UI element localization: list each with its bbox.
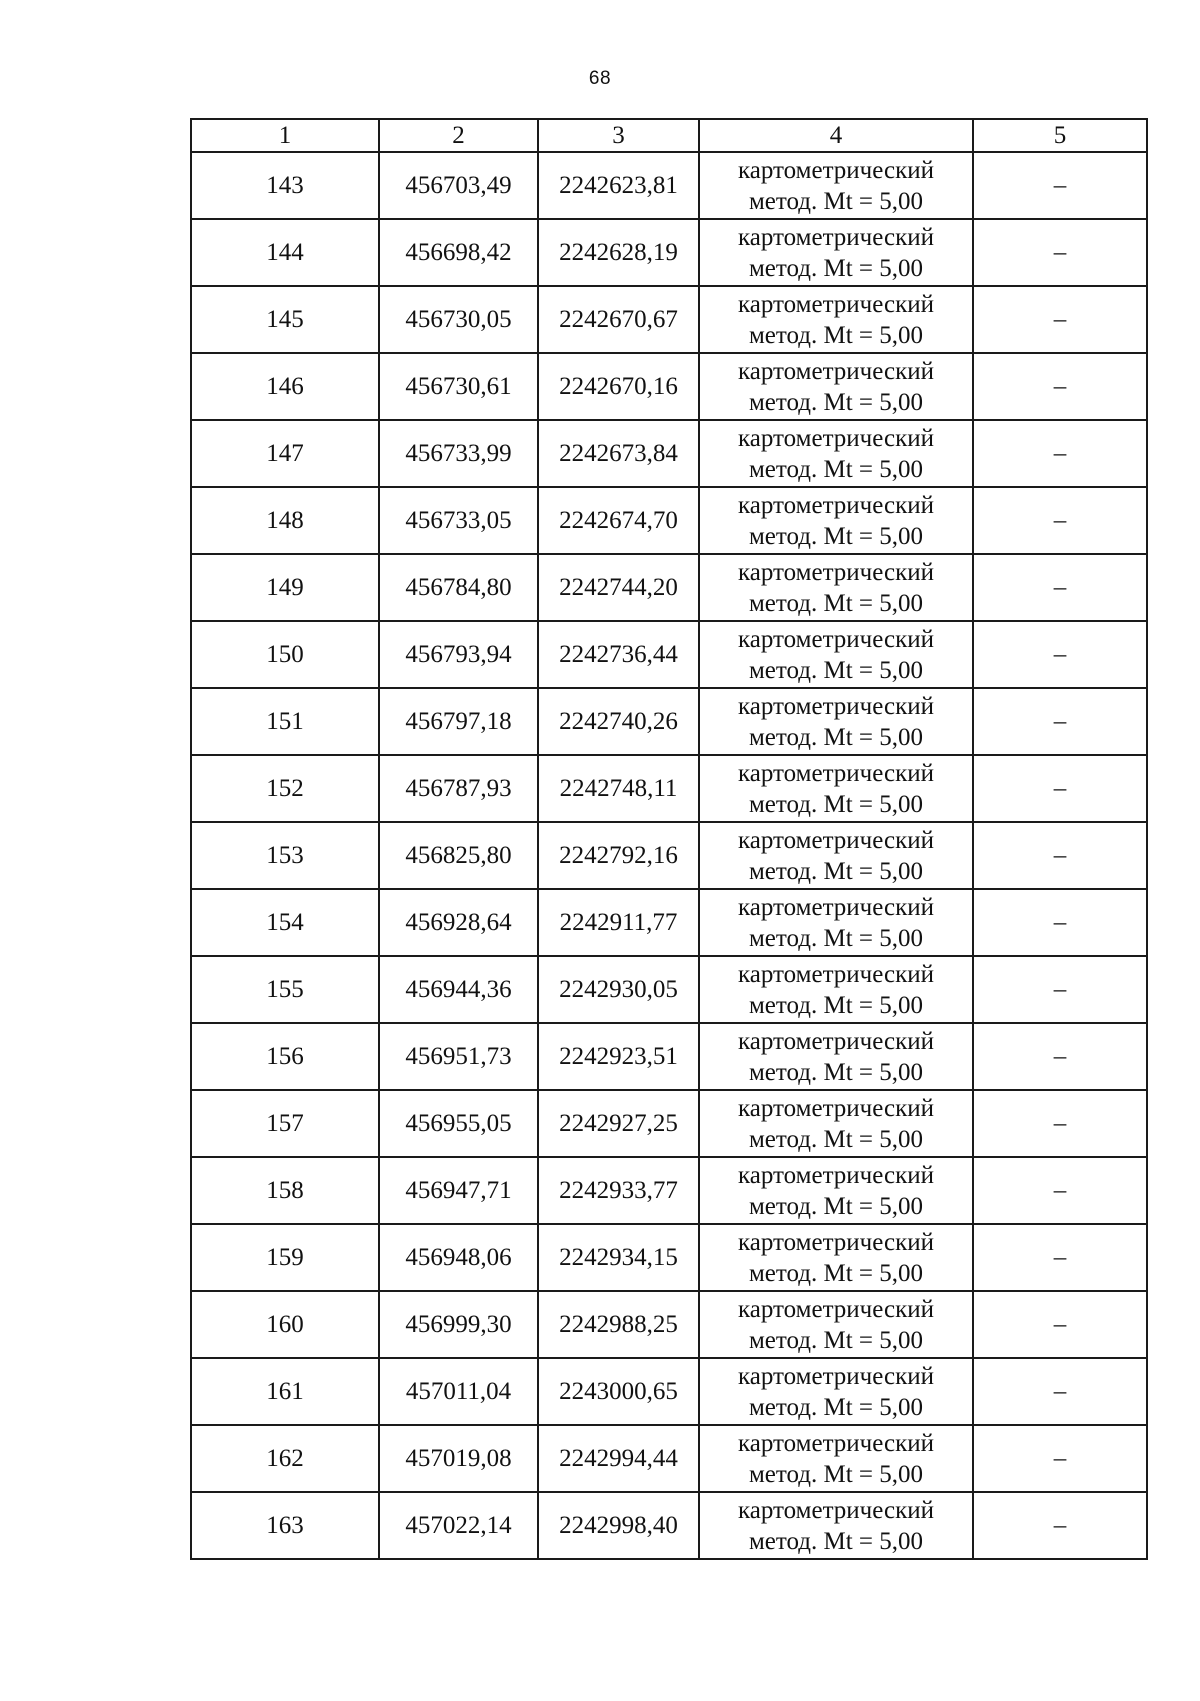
method-line-1: картометрический (738, 223, 934, 251)
x-coordinate-cell: 456947,71 (379, 1157, 538, 1224)
note-cell: – (973, 554, 1147, 621)
method-line-2: метод. Mt = 5,00 (748, 790, 924, 818)
method-line-1: картометрический (738, 1161, 934, 1189)
method-line-1: картометрический (738, 290, 934, 318)
note-cell: – (973, 219, 1147, 286)
y-coordinate-cell: 2242792,16 (538, 822, 699, 889)
x-coordinate-cell: 456698,42 (379, 219, 538, 286)
method-line-1: картометрический (738, 1496, 934, 1524)
method-cell (699, 621, 973, 688)
note-cell: – (973, 1157, 1147, 1224)
y-coordinate-cell: 2242736,44 (538, 621, 699, 688)
method-line-2: метод. Mt = 5,00 (748, 1259, 924, 1287)
method-cell (699, 956, 973, 1023)
method-line-1: картометрический (738, 558, 934, 586)
page-number: 68 (588, 68, 612, 89)
point-number-cell: 161 (191, 1358, 379, 1425)
method-line-2: метод. Mt = 5,00 (748, 455, 924, 483)
table-row (191, 1492, 1147, 1559)
y-coordinate-cell: 2242670,67 (538, 286, 699, 353)
column-header-5: 5 (973, 119, 1147, 152)
table-row (191, 554, 1147, 621)
x-coordinate-cell: 456733,05 (379, 487, 538, 554)
method-cell (699, 1492, 973, 1559)
point-number-cell: 159 (191, 1224, 379, 1291)
table-row (191, 956, 1147, 1023)
table-row (191, 755, 1147, 822)
method-cell (699, 420, 973, 487)
method-line-2: метод. Mt = 5,00 (748, 1192, 924, 1220)
method-cell (699, 1023, 973, 1090)
note-cell: – (973, 1224, 1147, 1291)
table-row (191, 420, 1147, 487)
method-line-1: картометрический (738, 1094, 934, 1122)
y-coordinate-cell: 2242670,16 (538, 353, 699, 420)
note-cell: – (973, 755, 1147, 822)
point-number-cell: 154 (191, 889, 379, 956)
table-row (191, 1358, 1147, 1425)
note-cell: – (973, 1090, 1147, 1157)
point-number-cell: 158 (191, 1157, 379, 1224)
table-row (191, 1090, 1147, 1157)
method-line-1: картометрический (738, 1027, 934, 1055)
method-cell (699, 353, 973, 420)
note-cell: – (973, 152, 1147, 219)
method-line-2: метод. Mt = 5,00 (748, 388, 924, 416)
y-coordinate-cell: 2242994,44 (538, 1425, 699, 1492)
method-line-2: метод. Mt = 5,00 (748, 321, 924, 349)
y-coordinate-cell: 2242911,77 (538, 889, 699, 956)
point-number-cell: 151 (191, 688, 379, 755)
method-line-2: метод. Mt = 5,00 (748, 924, 924, 952)
x-coordinate-cell: 457019,08 (379, 1425, 538, 1492)
point-number-cell: 160 (191, 1291, 379, 1358)
method-line-1: картометрический (738, 1228, 934, 1256)
method-cell (699, 487, 973, 554)
x-coordinate-cell: 456928,64 (379, 889, 538, 956)
method-line-2: метод. Mt = 5,00 (748, 1460, 924, 1488)
method-line-2: метод. Mt = 5,00 (748, 991, 924, 1019)
x-coordinate-cell: 456784,80 (379, 554, 538, 621)
column-header-1: 1 (191, 119, 379, 152)
x-coordinate-cell: 456797,18 (379, 688, 538, 755)
point-number-cell: 149 (191, 554, 379, 621)
point-number-cell: 147 (191, 420, 379, 487)
method-line-2: метод. Mt = 5,00 (748, 1326, 924, 1354)
point-number-cell: 162 (191, 1425, 379, 1492)
method-line-2: метод. Mt = 5,00 (748, 1393, 924, 1421)
method-line-2: метод. Mt = 5,00 (748, 589, 924, 617)
method-cell (699, 755, 973, 822)
point-number-cell: 153 (191, 822, 379, 889)
table-row (191, 822, 1147, 889)
x-coordinate-cell: 456948,06 (379, 1224, 538, 1291)
point-number-cell: 155 (191, 956, 379, 1023)
note-cell: – (973, 822, 1147, 889)
method-line-1: картометрический (738, 424, 934, 452)
method-cell (699, 554, 973, 621)
x-coordinate-cell: 456955,05 (379, 1090, 538, 1157)
method-line-2: метод. Mt = 5,00 (748, 1125, 924, 1153)
column-header-3: 3 (538, 119, 699, 152)
table-row (191, 621, 1147, 688)
x-coordinate-cell: 456825,80 (379, 822, 538, 889)
point-number-cell: 152 (191, 755, 379, 822)
method-cell (699, 889, 973, 956)
method-line-1: картометрический (738, 893, 934, 921)
x-coordinate-cell: 456730,61 (379, 353, 538, 420)
y-coordinate-cell: 2242923,51 (538, 1023, 699, 1090)
note-cell: – (973, 487, 1147, 554)
method-line-2: метод. Mt = 5,00 (748, 857, 924, 885)
y-coordinate-cell: 2242934,15 (538, 1224, 699, 1291)
method-cell (699, 286, 973, 353)
note-cell: – (973, 1492, 1147, 1559)
point-number-cell: 157 (191, 1090, 379, 1157)
x-coordinate-cell: 456703,49 (379, 152, 538, 219)
table-row (191, 688, 1147, 755)
method-cell (699, 1425, 973, 1492)
method-line-1: картометрический (738, 826, 934, 854)
table-row (191, 487, 1147, 554)
y-coordinate-cell: 2242740,26 (538, 688, 699, 755)
y-coordinate-cell: 2242988,25 (538, 1291, 699, 1358)
y-coordinate-cell: 2242930,05 (538, 956, 699, 1023)
note-cell: – (973, 1291, 1147, 1358)
method-line-2: метод. Mt = 5,00 (748, 723, 924, 751)
y-coordinate-cell: 2242998,40 (538, 1492, 699, 1559)
note-cell: – (973, 286, 1147, 353)
point-number-cell: 146 (191, 353, 379, 420)
x-coordinate-cell: 456733,99 (379, 420, 538, 487)
method-line-1: картометрический (738, 625, 934, 653)
method-cell (699, 1358, 973, 1425)
table-row (191, 889, 1147, 956)
column-header-2: 2 (379, 119, 538, 152)
y-coordinate-cell: 2242748,11 (538, 755, 699, 822)
method-cell (699, 219, 973, 286)
x-coordinate-cell: 457022,14 (379, 1492, 538, 1559)
coordinates-table (190, 118, 1148, 1560)
point-number-cell: 148 (191, 487, 379, 554)
note-cell: – (973, 1425, 1147, 1492)
table-body (191, 152, 1147, 1559)
method-line-1: картометрический (738, 357, 934, 385)
point-number-cell: 145 (191, 286, 379, 353)
x-coordinate-cell: 456999,30 (379, 1291, 538, 1358)
y-coordinate-cell: 2242623,81 (538, 152, 699, 219)
method-cell (699, 822, 973, 889)
note-cell: – (973, 956, 1147, 1023)
method-cell (699, 1157, 973, 1224)
table-row (191, 1224, 1147, 1291)
header-row (191, 119, 1147, 152)
y-coordinate-cell: 2242744,20 (538, 554, 699, 621)
x-coordinate-cell: 456793,94 (379, 621, 538, 688)
note-cell: – (973, 688, 1147, 755)
method-cell (699, 1291, 973, 1358)
note-cell: – (973, 353, 1147, 420)
method-line-1: картометрический (738, 692, 934, 720)
x-coordinate-cell: 456951,73 (379, 1023, 538, 1090)
y-coordinate-cell: 2242927,25 (538, 1090, 699, 1157)
y-coordinate-cell: 2242628,19 (538, 219, 699, 286)
method-cell (699, 1090, 973, 1157)
method-line-2: метод. Mt = 5,00 (748, 254, 924, 282)
method-line-2: метод. Mt = 5,00 (748, 187, 924, 215)
method-line-2: метод. Mt = 5,00 (748, 1527, 924, 1555)
point-number-cell: 163 (191, 1492, 379, 1559)
table-row (191, 152, 1147, 219)
method-line-1: картометрический (738, 1362, 934, 1390)
method-line-1: картометрический (738, 759, 934, 787)
table-row (191, 1023, 1147, 1090)
method-cell (699, 1224, 973, 1291)
method-line-1: картометрический (738, 156, 934, 184)
point-number-cell: 150 (191, 621, 379, 688)
note-cell: – (973, 1358, 1147, 1425)
point-number-cell: 144 (191, 219, 379, 286)
table-header (191, 119, 1147, 152)
method-line-2: метод. Mt = 5,00 (748, 522, 924, 550)
method-cell (699, 688, 973, 755)
table-row (191, 1157, 1147, 1224)
note-cell: – (973, 889, 1147, 956)
x-coordinate-cell: 456730,05 (379, 286, 538, 353)
note-cell: – (973, 1023, 1147, 1090)
method-line-1: картометрический (738, 1295, 934, 1323)
y-coordinate-cell: 2242933,77 (538, 1157, 699, 1224)
table-row (191, 1425, 1147, 1492)
method-line-2: метод. Mt = 5,00 (748, 1058, 924, 1086)
point-number-cell: 143 (191, 152, 379, 219)
method-line-2: метод. Mt = 5,00 (748, 656, 924, 684)
column-header-4: 4 (699, 119, 973, 152)
y-coordinate-cell: 2243000,65 (538, 1358, 699, 1425)
method-line-1: картометрический (738, 1429, 934, 1457)
table-row (191, 286, 1147, 353)
method-line-1: картометрический (738, 960, 934, 988)
table-row (191, 219, 1147, 286)
point-number-cell: 156 (191, 1023, 379, 1090)
x-coordinate-cell: 456944,36 (379, 956, 538, 1023)
y-coordinate-cell: 2242674,70 (538, 487, 699, 554)
x-coordinate-cell: 456787,93 (379, 755, 538, 822)
method-line-1: картометрический (738, 491, 934, 519)
note-cell: – (973, 420, 1147, 487)
table-row (191, 1291, 1147, 1358)
table-row (191, 353, 1147, 420)
note-cell: – (973, 621, 1147, 688)
method-cell (699, 152, 973, 219)
y-coordinate-cell: 2242673,84 (538, 420, 699, 487)
x-coordinate-cell: 457011,04 (379, 1358, 538, 1425)
